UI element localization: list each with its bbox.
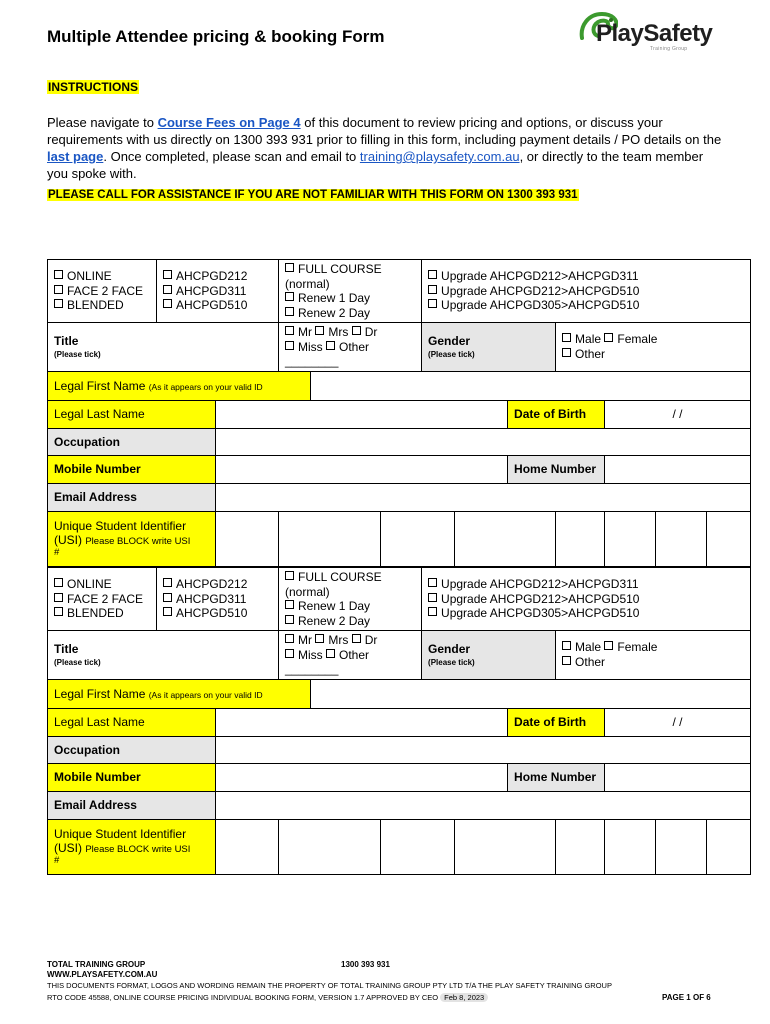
email-label: Email Address (48, 791, 216, 819)
upgrade-options[interactable]: Upgrade AHCPGD212>AHCPGD311 Upgrade AHCPGD212>AHCPGD510 Upgrade AHCPGD305>AHCPGD510 (422, 260, 751, 323)
footer-web: WWW.PLAYSAFETY.COM.AU (47, 970, 158, 979)
usi-label: Unique Student Identifier (USI) Please BLOCK write USI # (48, 511, 216, 566)
delivery-options[interactable]: ONLINE FACE 2 FACE BLENDED (48, 260, 157, 323)
title-options[interactable]: Mr Mrs Dr Miss Other ________ (279, 323, 422, 372)
mobile-label: Mobile Number (48, 763, 216, 791)
last-name-field[interactable] (216, 708, 508, 736)
page-title: Multiple Attendee pricing & booking Form (47, 27, 385, 46)
usi-box[interactable] (216, 819, 279, 874)
usi-label: Unique Student Identifier (USI) Please BLOCK write USI # (48, 819, 216, 874)
email-label: Email Address (48, 483, 216, 511)
occupation-field[interactable] (216, 428, 751, 455)
gender-label: Gender (Please tick) (422, 323, 556, 372)
gender-options[interactable]: Male Female Other (556, 323, 751, 372)
approval-date: Feb 8, 2023 (440, 993, 488, 1002)
footer-org: TOTAL TRAINING GROUP (47, 960, 146, 969)
dob-label: Date of Birth (508, 400, 605, 428)
dob-field[interactable]: / / (605, 400, 751, 428)
first-name-label: Legal First Name (As it appears on your valid ID (48, 679, 311, 708)
first-name-label: Legal First Name (As it appears on your valid ID (48, 371, 311, 400)
home-number-label: Home Number (508, 455, 605, 483)
course-options[interactable]: FULL COURSE (normal) Renew 1 Day Renew 2 Day (279, 568, 422, 631)
home-number-field[interactable] (605, 763, 751, 791)
occupation-field[interactable] (216, 736, 751, 763)
logo-text: PlaySafety (596, 20, 713, 47)
mobile-field[interactable] (216, 763, 508, 791)
email-field[interactable] (216, 791, 751, 819)
usi-box[interactable] (605, 511, 656, 566)
assistance-notice: PLEASE CALL FOR ASSISTANCE IF YOU ARE NOT FAMILIAR WITH THIS FORM ON 1300 393 931 (48, 189, 578, 201)
mobile-field[interactable] (216, 455, 508, 483)
last-name-label: Legal Last Name (48, 708, 216, 736)
email-link[interactable]: training@playsafety.com.au (359, 149, 520, 164)
playsafety-logo (578, 8, 728, 52)
last-name-label: Legal Last Name (48, 400, 216, 428)
unit-options[interactable]: AHCPGD212 AHCPGD311 AHCPGD510 (157, 260, 279, 323)
footer-rights: THIS DOCUMENTS FORMAT, LOGOS AND WORDING REMAIN THE PROPERTY OF TOTAL TRAINING GROUP PTY LTD T/A THE PLAY SAFETY TRAINING GROUP (47, 981, 612, 990)
email-field[interactable] (216, 483, 751, 511)
title-label: Title (Please tick) (48, 631, 279, 680)
usi-box[interactable] (381, 819, 455, 874)
instructions-paragraph: Please navigate to Course Fees on Page 4 of this document to review pricing and options, or discuss your requirements with us directly on 1300 393 931 prior to filling in this form, including payment details / PO details on the last page. Once completed, please scan and email to training@playsafety.com.au, or directly to the team member you spoke with. (47, 115, 722, 181)
page-number: PAGE 1 OF 6 (662, 993, 711, 1002)
upgrade-options[interactable]: Upgrade AHCPGD212>AHCPGD311 Upgrade AHCPGD212>AHCPGD510 Upgrade AHCPGD305>AHCPGD510 (422, 568, 751, 631)
usi-box[interactable] (707, 819, 751, 874)
first-name-field[interactable] (311, 679, 751, 708)
usi-box[interactable] (216, 511, 279, 566)
course-options[interactable]: FULL COURSE (normal) Renew 1 Day Renew 2 Day (279, 260, 422, 323)
usi-box[interactable] (381, 511, 455, 566)
mobile-label: Mobile Number (48, 455, 216, 483)
usi-box[interactable] (556, 819, 605, 874)
usi-box[interactable] (279, 819, 381, 874)
unit-options[interactable]: AHCPGD212 AHCPGD311 AHCPGD510 (157, 568, 279, 631)
delivery-options[interactable]: ONLINE FACE 2 FACE BLENDED (48, 568, 157, 631)
footer-rto: RTO CODE 45588, ONLINE COURSE PRICING INDIVIDUAL BOOKING FORM, VERSION 1.7 APPROVED BY CEO Feb 8, 2023 (47, 993, 488, 1002)
occupation-label: Occupation (48, 736, 216, 763)
usi-box[interactable] (279, 511, 381, 566)
usi-box[interactable] (605, 819, 656, 874)
usi-box[interactable] (556, 511, 605, 566)
usi-box[interactable] (656, 819, 707, 874)
footer-phone: 1300 393 931 (341, 960, 390, 969)
gender-label: Gender (Please tick) (422, 631, 556, 680)
occupation-label: Occupation (48, 428, 216, 455)
usi-box[interactable] (455, 819, 556, 874)
logo-subtext: Training Group (650, 46, 688, 52)
attendee-block (47, 259, 751, 567)
title-options[interactable]: Mr Mrs Dr Miss Other ________ (279, 631, 422, 680)
attendee-block (47, 567, 751, 875)
last-page-link[interactable]: last page (47, 149, 104, 164)
dob-field[interactable]: / / (605, 708, 751, 736)
first-name-field[interactable] (311, 371, 751, 400)
title-label: Title (Please tick) (48, 323, 279, 372)
home-number-label: Home Number (508, 763, 605, 791)
course-fees-link[interactable]: Course Fees on Page 4 (157, 115, 301, 130)
usi-box[interactable] (455, 511, 556, 566)
last-name-field[interactable] (216, 400, 508, 428)
usi-box[interactable] (656, 511, 707, 566)
usi-box[interactable] (707, 511, 751, 566)
home-number-field[interactable] (605, 455, 751, 483)
dob-label: Date of Birth (508, 708, 605, 736)
instructions-heading: INSTRUCTIONS (48, 80, 138, 94)
gender-options[interactable]: Male Female Other (556, 631, 751, 680)
